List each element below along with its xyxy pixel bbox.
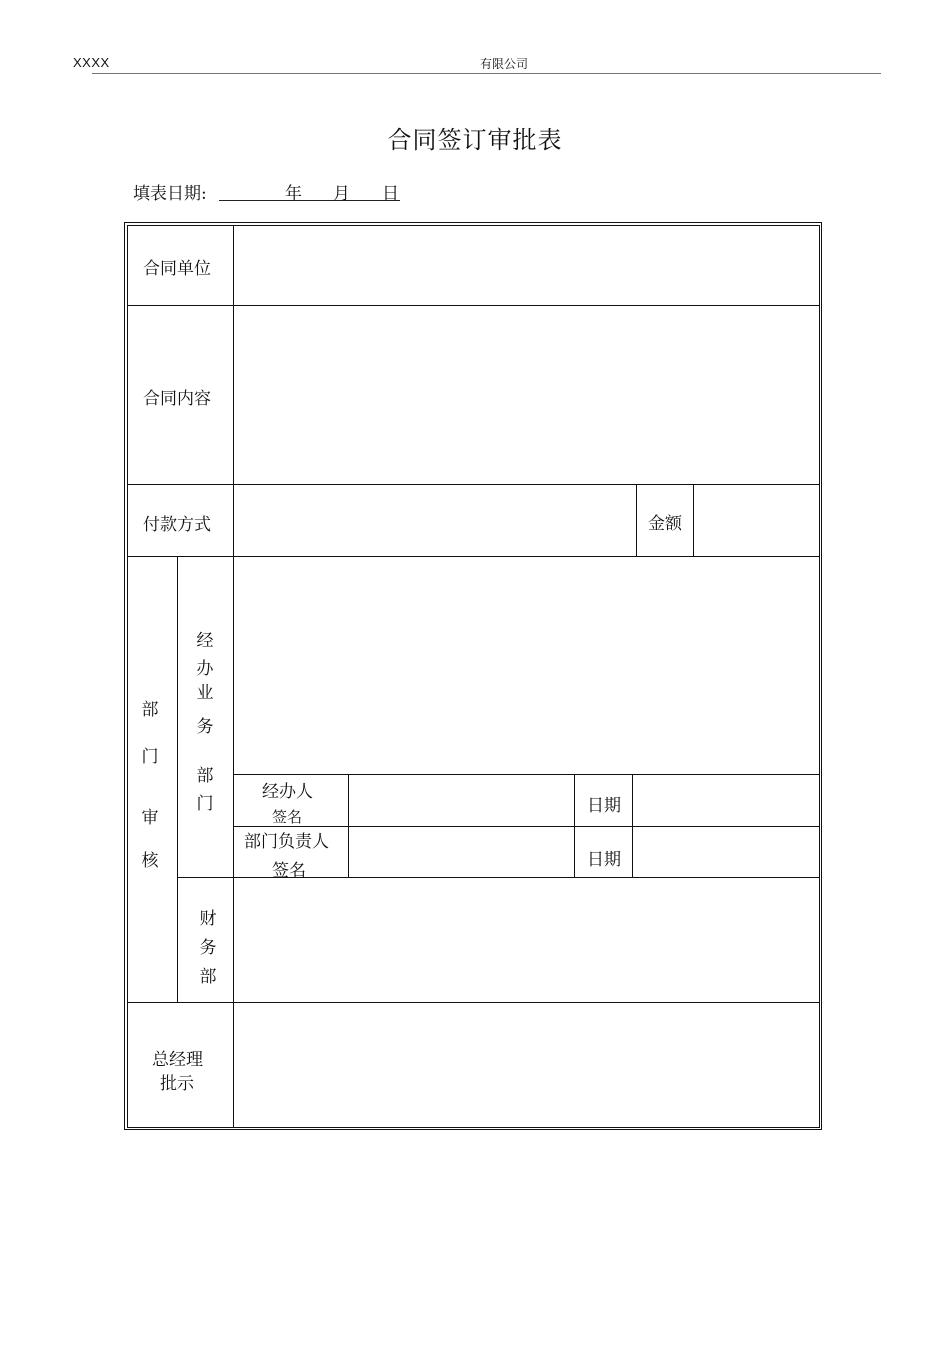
handling-dept-opinion-field[interactable] bbox=[236, 559, 818, 772]
contract-content-field[interactable] bbox=[236, 308, 818, 482]
dept-review-char: 核 bbox=[141, 851, 159, 871]
dept-head-date-label: 日期 bbox=[587, 850, 621, 870]
handling-dept-char: 经 bbox=[196, 631, 214, 651]
payment-method-label: 付款方式 bbox=[143, 515, 211, 535]
fill-date-year-label: 年 bbox=[285, 184, 302, 204]
header-left-text: XXXX bbox=[73, 55, 110, 70]
column-divider bbox=[574, 774, 575, 877]
amount-label: 金额 bbox=[648, 514, 682, 534]
contract-content-label: 合同内容 bbox=[143, 389, 211, 409]
payment-method-field[interactable] bbox=[236, 487, 634, 554]
handler-sign-label: 经办人 bbox=[262, 782, 313, 802]
dept-head-sign-sublabel: 签名 bbox=[272, 861, 306, 881]
row-divider bbox=[127, 305, 820, 306]
fill-date-label: 填表日期: bbox=[133, 184, 207, 204]
row-divider bbox=[127, 1002, 820, 1003]
dept-head-sign-label: 部门负责人 bbox=[244, 832, 329, 852]
dept-review-char: 部 bbox=[141, 700, 159, 720]
fill-date-day-label: 日 bbox=[382, 184, 399, 204]
finance-opinion-field[interactable] bbox=[236, 880, 818, 1000]
handler-sign-sublabel: 签名 bbox=[272, 808, 303, 826]
header-divider bbox=[92, 73, 881, 74]
dept-review-char: 门 bbox=[141, 747, 159, 767]
gm-approval-sublabel: 批示 bbox=[160, 1074, 194, 1094]
column-divider bbox=[693, 484, 694, 556]
fill-date-underline bbox=[219, 200, 400, 201]
column-divider bbox=[177, 556, 178, 1002]
dept-head-signature-field[interactable] bbox=[351, 829, 572, 875]
gm-approval-label: 总经理 bbox=[152, 1050, 203, 1070]
handling-dept-char: 部 bbox=[196, 766, 214, 786]
amount-field[interactable] bbox=[696, 487, 818, 554]
handler-date-field[interactable] bbox=[635, 777, 818, 824]
finance-dept-char: 财 bbox=[199, 909, 217, 929]
contract-unit-label: 合同单位 bbox=[143, 259, 211, 279]
page-title: 合同签订审批表 bbox=[387, 126, 563, 154]
handling-dept-char: 办 bbox=[196, 659, 214, 679]
gm-instruction-field[interactable] bbox=[236, 1005, 818, 1126]
handling-dept-char: 务 bbox=[196, 717, 214, 737]
handling-dept-char: 业 bbox=[196, 683, 214, 703]
dept-head-date-field[interactable] bbox=[635, 829, 818, 875]
fill-date-month-label: 月 bbox=[333, 184, 350, 204]
handler-date-label: 日期 bbox=[587, 796, 621, 816]
row-divider bbox=[127, 484, 820, 485]
column-divider bbox=[636, 484, 637, 556]
handling-dept-char: 门 bbox=[196, 794, 214, 814]
row-divider bbox=[234, 774, 820, 775]
header-company-text: 有限公司 bbox=[480, 57, 529, 71]
contract-unit-field[interactable] bbox=[236, 228, 818, 303]
dept-review-char: 审 bbox=[141, 808, 159, 828]
finance-dept-char: 部 bbox=[199, 967, 217, 987]
finance-dept-char: 务 bbox=[199, 938, 217, 958]
column-divider bbox=[233, 225, 234, 1128]
column-divider bbox=[632, 774, 633, 877]
column-divider bbox=[348, 774, 349, 877]
row-divider bbox=[127, 556, 820, 557]
handler-signature-field[interactable] bbox=[351, 777, 572, 824]
